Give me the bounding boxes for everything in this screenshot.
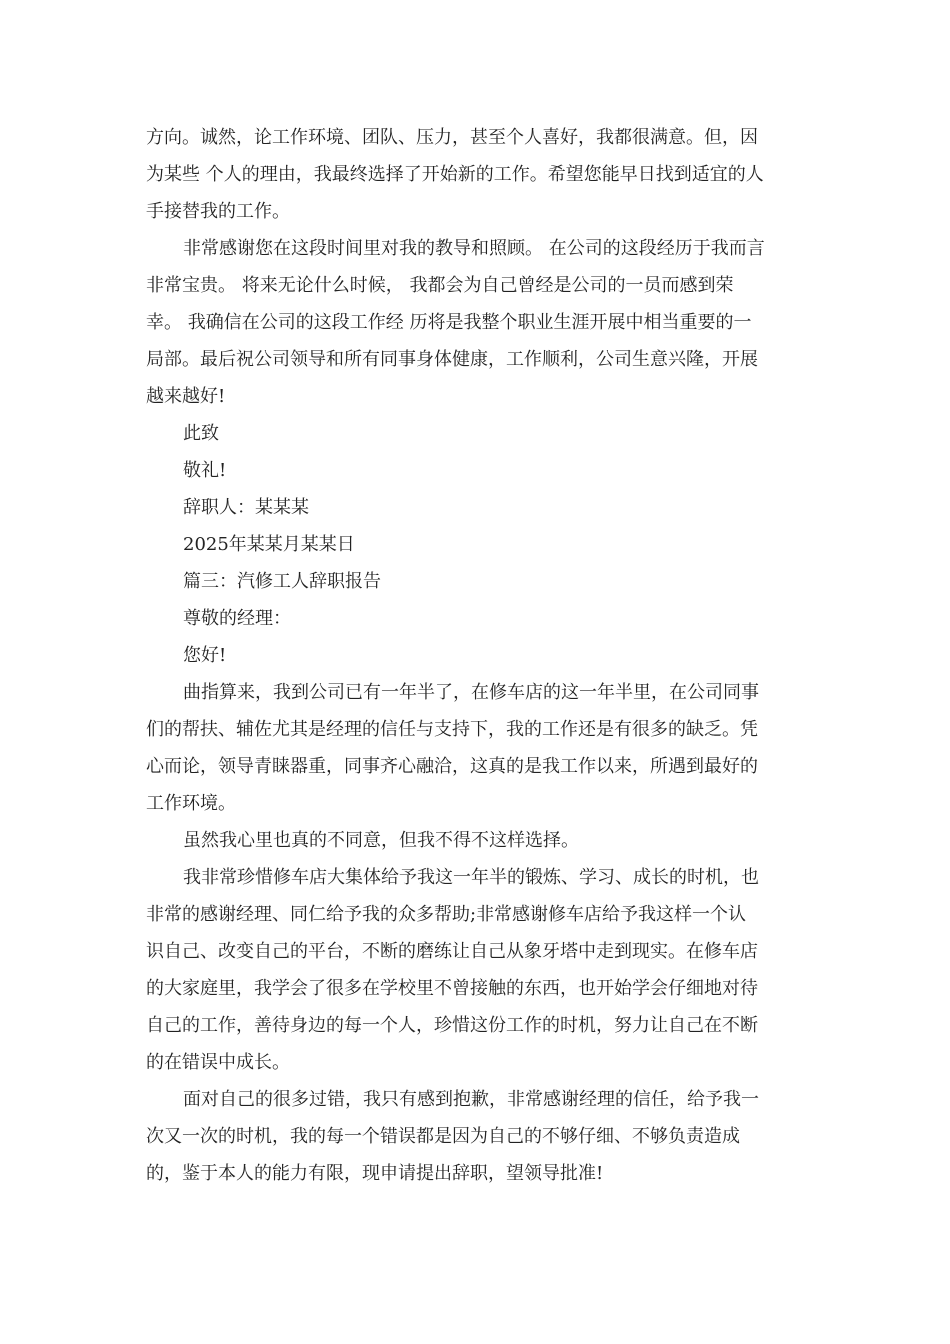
- text-line: 篇三：汽修工人辞职报告: [183, 571, 381, 592]
- text-line: 2025年某某月某某日: [183, 534, 355, 555]
- text-line: 虽然我心里也真的不同意，但我不得不这样选择。: [183, 830, 579, 851]
- text-line: 曲指算来，我到公司已有一年半了，在修车店的这一年半里，在公司同事: [183, 682, 759, 703]
- text-line: 越来越好!: [146, 386, 226, 407]
- text-line: 次又一次的时机，我的每一个错误都是因为自己的不够仔细、不够负责造成: [146, 1126, 740, 1147]
- text-line: 的，鉴于本人的能力有限，现申请提出辞职，望领导批准!: [146, 1163, 604, 1184]
- text-line: 识自己、改变自己的平台，不断的磨练让自己从象牙塔中走到现实。在修车店: [146, 941, 758, 962]
- text-line: 非常感谢您在这段时间里对我的教导和照顾。 在公司的这段经历于我而言: [183, 238, 765, 259]
- document-body: [146, 119, 806, 1192]
- text-line: 尊敬的经理：: [183, 608, 291, 629]
- text-line: 们的帮扶、辅佐尤其是经理的信任与支持下，我的工作还是有很多的缺乏。凭: [146, 719, 758, 740]
- text-line: 手接替我的工作。: [146, 201, 290, 222]
- text-line: 心而论，领导青睐器重，同事齐心融洽，这真的是我工作以来，所遇到最好的: [146, 756, 758, 777]
- text-line: 辞职人：某某某: [183, 497, 309, 518]
- text-line: 为某些 个人的理由，我最终选择了开始新的工作。希望您能早日找到适宜的人: [146, 164, 764, 185]
- text-line: 自己的工作，善待身边的每一个人，珍惜这份工作的时机，努力让自己在不断: [146, 1015, 758, 1036]
- text-line: 面对自己的很多过错，我只有感到抱歉，非常感谢经理的信任，给予我一: [183, 1089, 759, 1110]
- text-line: 非常宝贵。 将来无论什么时候， 我都会为自己曾经是公司的一员而感到荣: [146, 275, 734, 296]
- text-line: 您好!: [183, 645, 227, 666]
- text-line: 方向。诚然，论工作环境、团队、压力，甚至个人喜好，我都很满意。但，因: [146, 127, 758, 148]
- text-line: 非常的感谢经理、同仁给予我的众多帮助;非常感谢修车店给予我这样一个认: [146, 904, 747, 925]
- text-line: 此致: [183, 423, 219, 444]
- text-line: 我非常珍惜修车店大集体给予我这一年半的锻炼、学习、成长的时机，也: [183, 867, 759, 888]
- text-line: 的在错误中成长。: [146, 1052, 290, 1073]
- text-line: 工作环境。: [146, 793, 236, 814]
- text-line: 敬礼!: [183, 460, 227, 481]
- text-line: 的大家庭里，我学会了很多在学校里不曾接触的东西，也开始学会仔细地对待: [146, 978, 758, 999]
- text-line: 局部。最后祝公司领导和所有同事身体健康，工作顺利，公司生意兴隆，开展: [146, 349, 758, 370]
- text-line: 幸。 我确信在公司的这段工作经 历将是我整个职业生涯开展中相当重要的一: [146, 312, 752, 333]
